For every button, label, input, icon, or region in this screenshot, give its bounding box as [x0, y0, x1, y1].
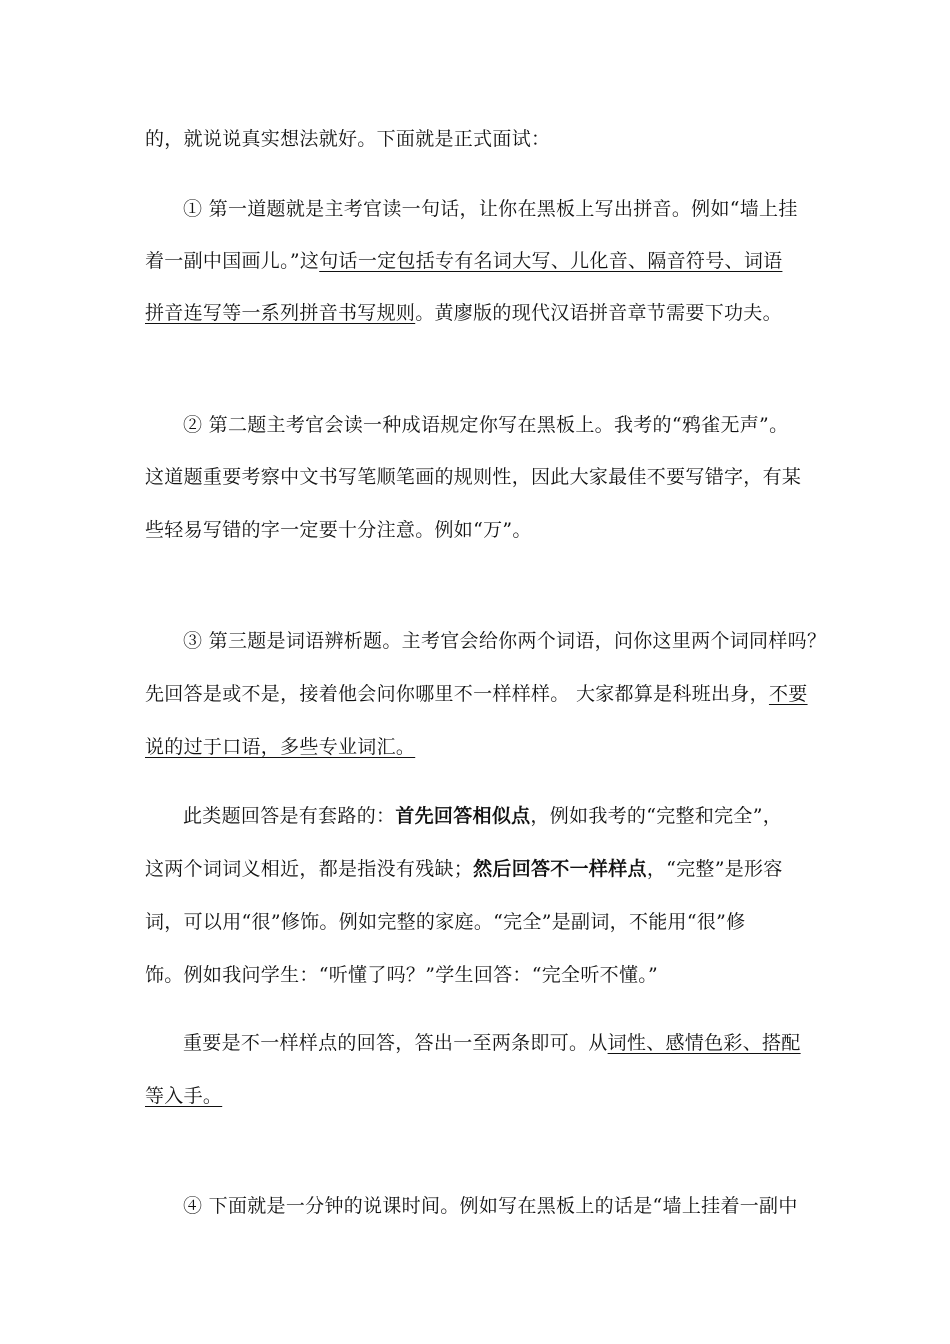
- underlined-text: 拼音连写等一系列拼音书写规则: [145, 302, 416, 324]
- question-1-line-3: 拼音连写等一系列拼音书写规则。黄廖版的现代汉语拼音章节需要下功夫。: [145, 302, 782, 324]
- question-2-line-1: ② 第二题主考官会读一种成语规定你写在黑板上。我考的“鸦雀无声”。: [183, 414, 789, 436]
- method-line-1: 此类题回答是有套路的：首先回答相似点，例如我考的“完整和完全”，: [183, 805, 783, 827]
- note-line-1: 重要是不一样样点的回答，答出一至两条即可。从词性、感情色彩、搭配: [183, 1032, 801, 1054]
- question-4-line-1: ④ 下面就是一分钟的说课时间。例如写在黑板上的话是“墙上挂着一副中: [183, 1195, 798, 1217]
- underlined-text: 说的过于口语，多些专业词汇。: [145, 736, 416, 758]
- bold-text: 首先回答相似点: [395, 805, 531, 827]
- note-line-2: [145, 1083, 222, 1109]
- method-line-2: 这两个词词义相近，都是指没有残缺；然后回答不一样样点，“完整”是形容: [145, 858, 783, 880]
- question-1-line-2: 着一副中国画儿。”这句话一定包括专有名词大写、儿化音、隔音符号、词语: [145, 250, 783, 272]
- question-1-line-1: ① 第一道题就是主考官读一句话，让你在黑板上写出拼音。例如“墙上挂: [183, 198, 798, 220]
- underlined-text: 句话一定包括专有名词大写、儿化音、隔音符号、词语: [319, 250, 783, 272]
- underlined-text: 词性、感情色彩、搭配: [607, 1032, 801, 1054]
- method-line-4: 饰。例如我问学生：“听懂了吗？”学生回答：“完全听不懂。”: [145, 964, 659, 986]
- method-line-3: 词，可以用“很”修饰。例如完整的家庭。“完全”是副词，不能用“很”修: [145, 911, 746, 933]
- question-2-line-3: 些轻易写错的字一定要十分注意。例如“万”。: [145, 519, 532, 541]
- question-3-line-2: 先回答是或不是，接着他会问你哪里不一样样样。 大家都算是科班出身，不要: [145, 683, 808, 705]
- question-3-line-1: ③ 第三题是词语辨析题。主考官会给你两个词语，问你这里两个词同样吗？: [183, 630, 827, 652]
- underlined-text: 等入手。: [145, 1085, 223, 1107]
- bold-text: 然后回答不一样样点: [473, 858, 647, 880]
- question-3-line-3: [145, 734, 415, 760]
- question-2-line-2: 这道题重要考察中文书写笔顺笔画的规则性，因此大家最佳不要写错字，有某: [145, 466, 802, 488]
- underlined-text: 不要: [768, 683, 808, 705]
- paragraph-line: 的，就说说真实想法就好。下面就是正式面试：: [145, 128, 551, 150]
